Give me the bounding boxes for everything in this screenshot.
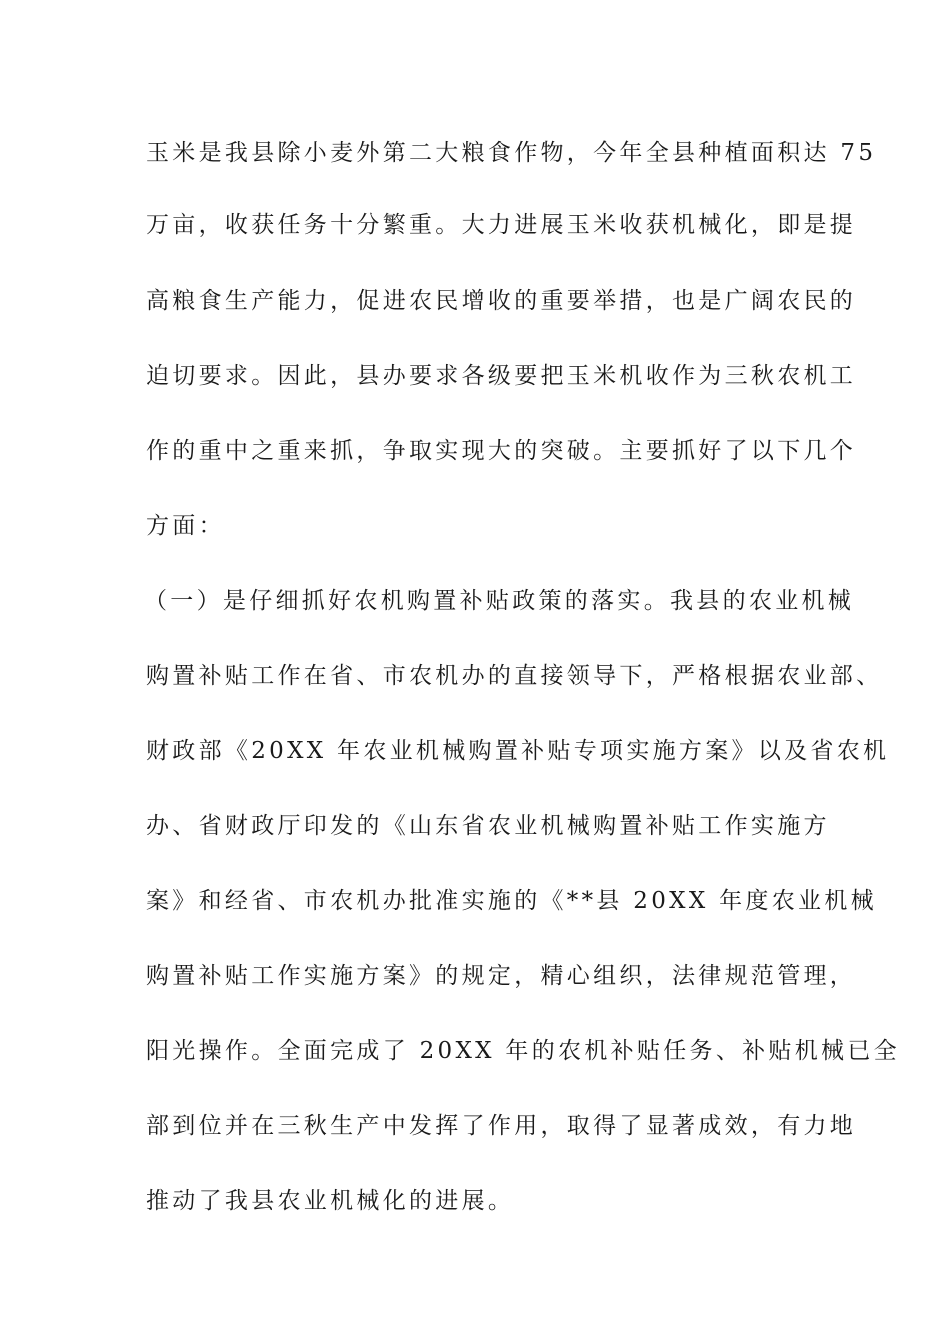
text-line-4: 迫切要求。因此，县办要求各级要把玉米机收作为三秋农机工 — [146, 363, 857, 389]
text-line-15: 推动了我县农业机械化的进展。 — [146, 1188, 515, 1214]
text-line-6: 方面： — [146, 513, 225, 539]
text-line-11: 案》和经省、市农机办批准实施的《**县 20XX 年度农业机械 — [146, 888, 877, 914]
text-line-2: 万亩，收获任务十分繁重。大力进展玉米收获机械化，即是提 — [146, 212, 857, 238]
text-line-8: 购置补贴工作在省、市农机办的直接领导下，严格根据农业部、 — [146, 663, 883, 689]
text-line-12: 购置补贴工作实施方案》的规定，精心组织，法律规范管理， — [146, 963, 857, 989]
text-line-1: 玉米是我县除小麦外第二大粮食作物，今年全县种植面积达 75 — [146, 140, 877, 166]
text-line-9: 财政部《20XX 年农业机械购置补贴专项实施方案》以及省农机 — [146, 738, 890, 764]
text-line-3: 高粮食生产能力，促进农民增收的重要举措，也是广阔农民的 — [146, 288, 857, 314]
text-line-5: 作的重中之重来抓，争取实现大的突破。主要抓好了以下几个 — [146, 438, 857, 464]
text-line-14: 部到位并在三秋生产中发挥了作用，取得了显著成效，有力地 — [146, 1113, 857, 1139]
text-line-13: 阳光操作。全面完成了 20XX 年的农机补贴任务、补贴机械已全 — [146, 1038, 900, 1064]
text-line-7: （一）是仔细抓好农机购置补贴政策的落实。我县的农业机械 — [144, 588, 855, 614]
text-line-10: 办、省财政厅印发的《山东省农业机械购置补贴工作实施方 — [146, 813, 830, 839]
